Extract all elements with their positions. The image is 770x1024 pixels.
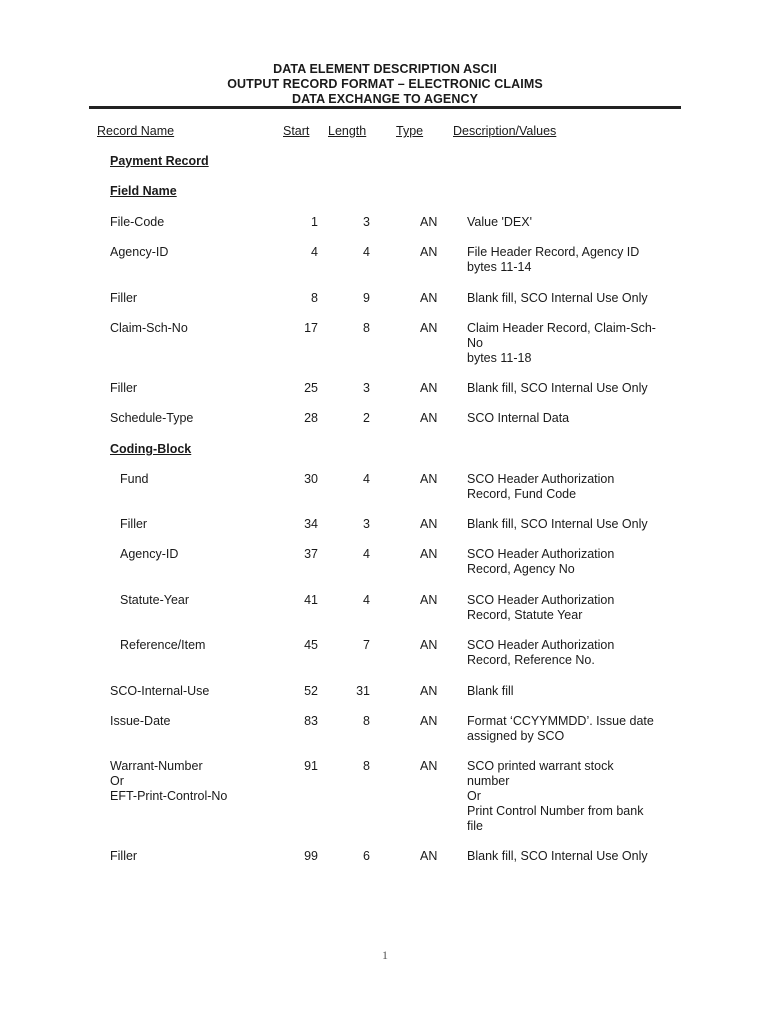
header-record-name: Record Name — [97, 124, 175, 138]
field-length: 3 — [363, 215, 370, 229]
field-description: SCO Internal Data — [467, 411, 570, 425]
field-length: 7 — [363, 638, 370, 652]
field-start: 25 — [304, 381, 318, 395]
field-length: 4 — [363, 547, 370, 561]
field-description: Blank fill, SCO Internal Use Only — [467, 517, 648, 531]
field-description: Blank fill — [467, 684, 514, 698]
section-coding-block: Coding-Block — [110, 442, 192, 456]
field-type: AN — [420, 245, 438, 259]
field-description: Blank fill, SCO Internal Use Only — [467, 291, 648, 305]
field-length: 8 — [363, 714, 370, 728]
field-name: Agency-ID — [120, 547, 179, 561]
header-length: Length — [328, 124, 367, 138]
page-number: 1 — [382, 948, 388, 962]
field-type: AN — [420, 849, 438, 863]
field-length: 6 — [363, 849, 370, 863]
field-name: Filler — [110, 291, 138, 305]
title-divider — [89, 106, 681, 109]
field-start: 17 — [304, 321, 318, 335]
field-length: 4 — [363, 245, 370, 259]
header-start: Start — [283, 124, 310, 138]
header-type: Type — [396, 124, 424, 138]
field-type: AN — [420, 517, 438, 531]
field-description: Claim Header Record, Claim-Sch- No bytes 11-18 — [467, 321, 656, 365]
field-type: AN — [420, 291, 438, 305]
field-type: AN — [420, 321, 438, 335]
field-start: 34 — [304, 517, 318, 531]
field-description: SCO Header Authorization Record, Statute Year — [467, 593, 615, 622]
field-name: Filler — [110, 849, 138, 863]
field-name: Warrant-Number Or EFT-Print-Control-No — [110, 759, 228, 803]
field-length: 4 — [363, 593, 370, 607]
field-length: 4 — [363, 472, 370, 486]
field-start: 28 — [304, 411, 318, 425]
field-description: Format ‘CCYYMMDD’. Issue date assigned by SCO — [467, 714, 654, 743]
field-start: 99 — [304, 849, 318, 863]
field-start: 37 — [304, 547, 318, 561]
field-length: 31 — [356, 684, 370, 698]
field-start: 4 — [311, 245, 318, 259]
field-type: AN — [420, 759, 438, 773]
field-name: Reference/Item — [120, 638, 206, 652]
field-length: 8 — [363, 759, 370, 773]
field-start: 52 — [304, 684, 318, 698]
field-length: 3 — [363, 517, 370, 531]
field-name: Filler — [110, 381, 138, 395]
field-type: AN — [420, 472, 438, 486]
field-name: Issue-Date — [110, 714, 171, 728]
field-description: Blank fill, SCO Internal Use Only — [467, 381, 648, 395]
field-name: Statute-Year — [120, 593, 190, 607]
field-description: SCO Header Authorization Record, Reference No. — [467, 638, 615, 667]
section-payment-record: Payment Record — [110, 154, 209, 168]
field-type: AN — [420, 684, 438, 698]
document-title — [0, 62, 770, 107]
field-description: Value 'DEX' — [467, 215, 532, 229]
field-description: SCO Header Authorization Record, Agency No — [467, 547, 615, 576]
field-type: AN — [420, 593, 438, 607]
field-description: File Header Record, Agency ID bytes 11-14 — [467, 245, 640, 274]
field-type: AN — [420, 381, 438, 395]
field-length: 2 — [363, 411, 370, 425]
field-start: 83 — [304, 714, 318, 728]
header-description: Description/Values — [453, 124, 557, 138]
field-name: Schedule-Type — [110, 411, 194, 425]
field-length: 9 — [363, 291, 370, 305]
field-name: Claim-Sch-No — [110, 321, 188, 335]
field-name: Agency-ID — [110, 245, 169, 259]
field-start: 45 — [304, 638, 318, 652]
title-line-2: OUTPUT RECORD FORMAT – ELECTRONIC CLAIMS — [227, 77, 543, 91]
field-start: 41 — [304, 593, 318, 607]
field-start: 30 — [304, 472, 318, 486]
field-type: AN — [420, 714, 438, 728]
field-type: AN — [420, 411, 438, 425]
field-description: SCO printed warrant stock number Or Print Control Number from bank file — [467, 759, 644, 833]
field-type: AN — [420, 215, 438, 229]
field-name: Filler — [120, 517, 148, 531]
field-length: 8 — [363, 321, 370, 335]
field-description: Blank fill, SCO Internal Use Only — [467, 849, 648, 863]
field-name: Fund — [120, 472, 149, 486]
field-start: 1 — [311, 215, 318, 229]
field-start: 8 — [311, 291, 318, 305]
field-description: SCO Header Authorization Record, Fund Code — [467, 472, 615, 501]
title-line-1: DATA ELEMENT DESCRIPTION ASCII — [273, 62, 497, 76]
field-start: 91 — [304, 759, 318, 773]
section-field-name: Field Name — [110, 184, 177, 198]
field-name: File-Code — [110, 215, 165, 229]
field-type: AN — [420, 638, 438, 652]
field-length: 3 — [363, 381, 370, 395]
field-name: SCO-Internal-Use — [110, 684, 210, 698]
field-type: AN — [420, 547, 438, 561]
title-line-3: DATA EXCHANGE TO AGENCY — [291, 92, 479, 106]
